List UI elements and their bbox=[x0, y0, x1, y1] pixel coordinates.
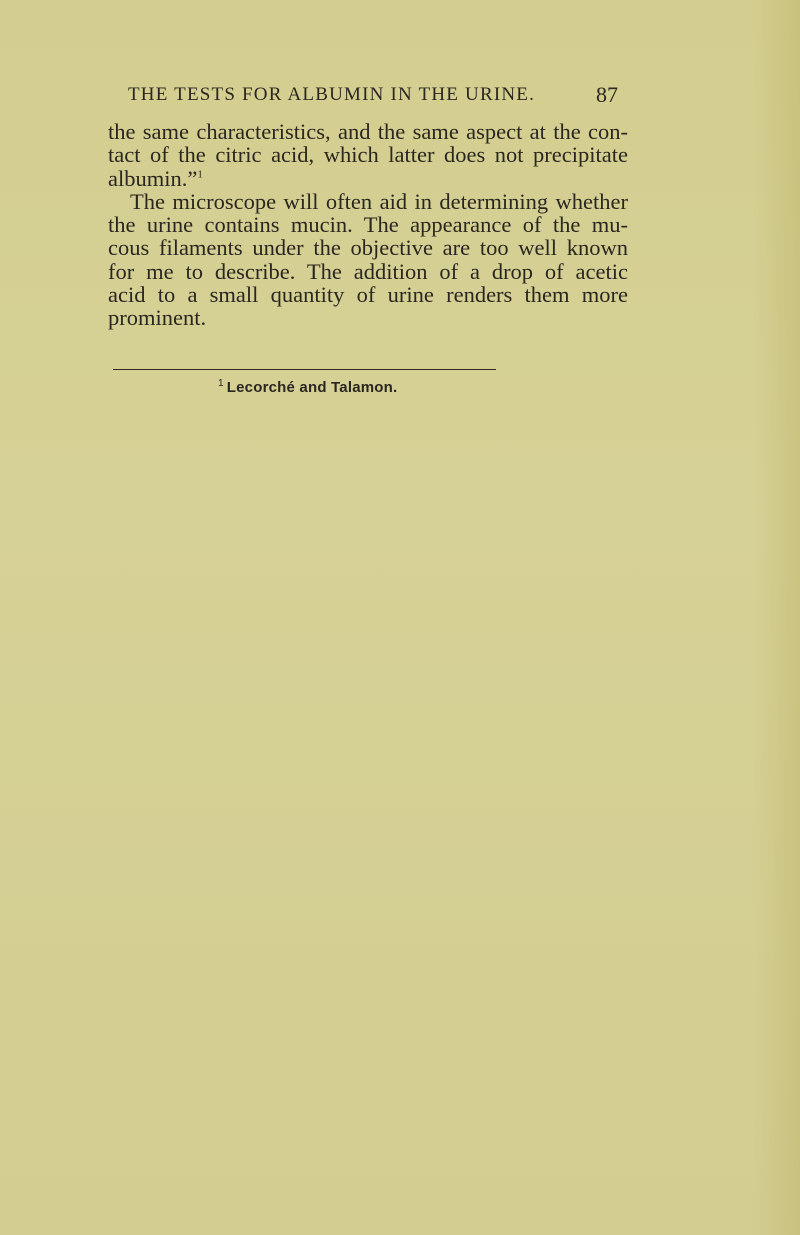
footnote bbox=[218, 378, 397, 396]
page-number: 87 bbox=[596, 82, 618, 107]
text-line: prominent. bbox=[108, 305, 207, 331]
text-line: the same characteristics, and the same aspect at the con- bbox=[108, 119, 628, 144]
paragraph-start-line: The microscope will often aid in determining whether bbox=[130, 188, 628, 214]
text-line: cous filaments under the objective are too well known bbox=[108, 235, 628, 261]
text-line: tact of the citric acid, which latter does not precipitate bbox=[108, 142, 628, 168]
text-line: albumin.” bbox=[108, 165, 198, 191]
footnote-marker: 1 bbox=[218, 378, 224, 389]
text-line: acid to a small quantity of urine renders them more bbox=[108, 282, 628, 308]
text-line: the urine contains mucin. The appearance of the mu- bbox=[108, 212, 628, 238]
running-head bbox=[128, 82, 618, 112]
text-line-with-reference bbox=[108, 167, 628, 190]
running-title: THE TESTS FOR ALBUMIN IN THE URINE. bbox=[128, 84, 536, 105]
text-line: for me to describe. The addition of a drop of acetic bbox=[108, 258, 628, 284]
footnote-divider bbox=[113, 369, 496, 370]
body-text bbox=[108, 120, 628, 330]
footnote-text: Lecorché and Talamon. bbox=[226, 379, 398, 396]
footnote-reference: 1 bbox=[197, 168, 203, 181]
